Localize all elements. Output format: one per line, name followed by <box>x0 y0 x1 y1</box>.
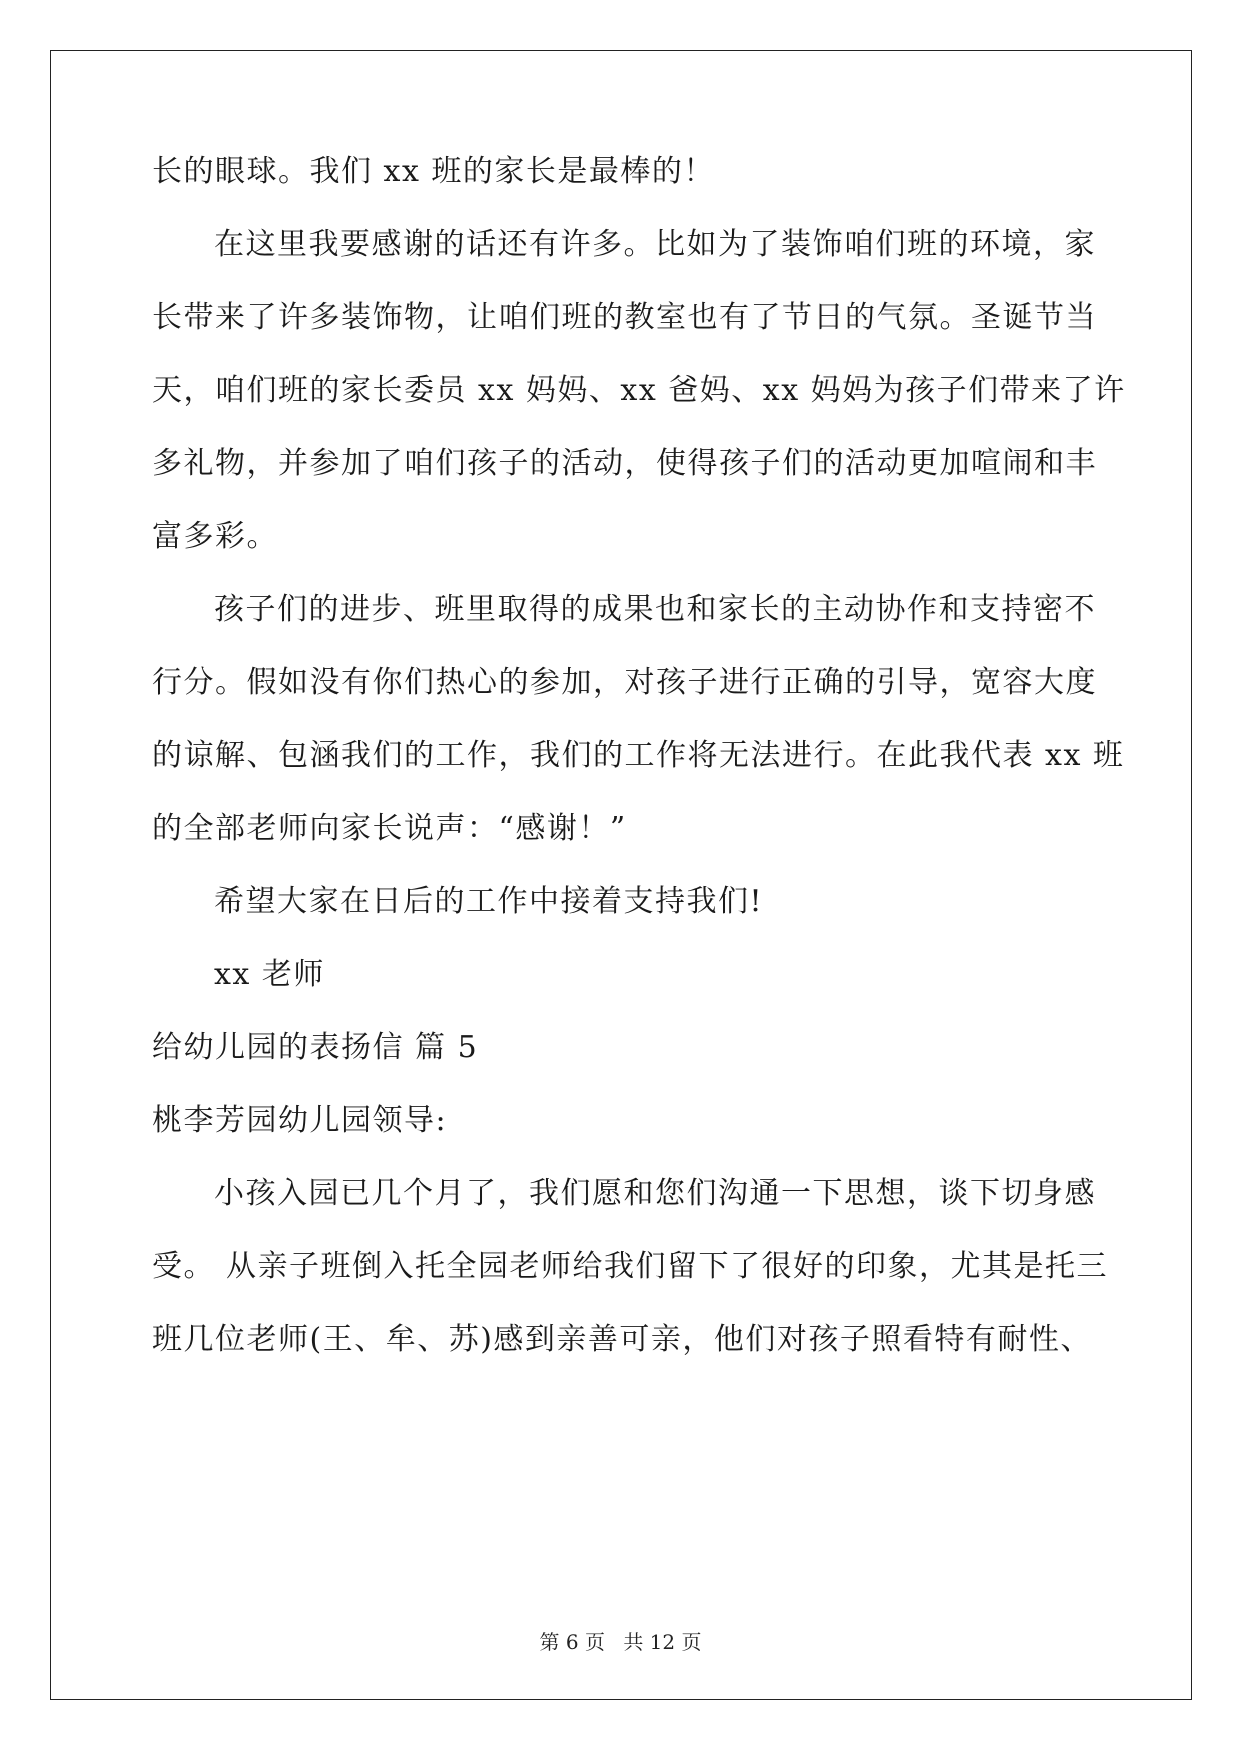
signature-line: xx 老师 <box>214 957 325 992</box>
text-line: 班几位老师(王、牟、苏)感到亲善可亲，他们对孩子照看特有耐性、 <box>152 1322 1092 1357</box>
salutation: 桃李芳园幼儿园领导: <box>152 1103 448 1138</box>
text-line: 富多彩。 <box>152 519 278 554</box>
text-line: 希望大家在日后的工作中接着支持我们! <box>214 884 764 919</box>
text-line: 小孩入园已几个月了，我们愿和您们沟通一下思想，谈下切身感 <box>214 1176 1096 1211</box>
text-line: 的谅解、包涵我们的工作，我们的工作将无法进行。在此我代表 xx 班 <box>152 738 1125 773</box>
text-line: 长带来了许多装饰物，让咱们班的教室也有了节日的气氛。圣诞节当 <box>152 300 1097 335</box>
text-line: 长的眼球。我们 xx 班的家长是最棒的！ <box>152 154 715 189</box>
page-footer <box>0 1630 1241 1654</box>
page-number: 第 6 页 <box>539 1630 605 1654</box>
section-heading: 给幼儿园的表扬信 篇 5 <box>152 1030 479 1065</box>
text-line: 天，咱们班的家长委员 xx 妈妈、xx 爸妈、xx 妈妈为孩子们带来了许 <box>152 373 1126 408</box>
text-line: 在这里我要感谢的话还有许多。比如为了装饰咱们班的环境，家 <box>214 227 1096 262</box>
text-line: 行分。假如没有你们热心的参加，对孩子进行正确的引导，宽容大度 <box>152 665 1097 700</box>
text-line: 多礼物，并参加了咱们孩子的活动，使得孩子们的活动更加喧闹和丰 <box>152 446 1097 481</box>
text-line: 孩子们的进步、班里取得的成果也和家长的主动协作和支持密不 <box>214 592 1096 627</box>
page-total: 共 12 页 <box>623 1630 702 1654</box>
text-line: 的全部老师向家长说声：“感谢！” <box>152 811 627 846</box>
text-line: 受。 从亲子班倒入托全园老师给我们留下了很好的印象，尤其是托三 <box>152 1249 1109 1284</box>
